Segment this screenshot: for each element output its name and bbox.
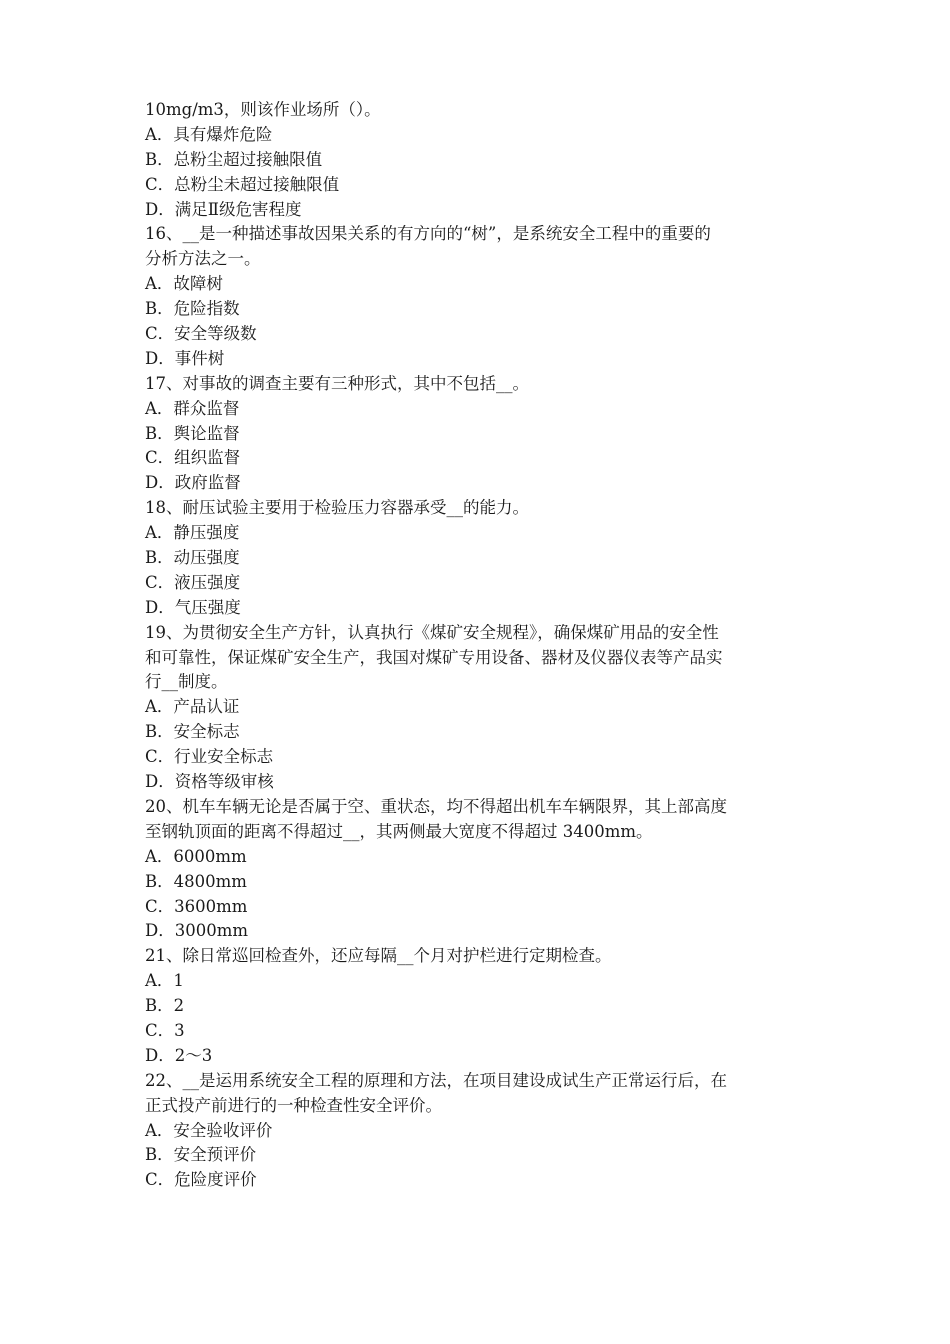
answer-option: D．气压强度	[145, 597, 241, 617]
question-20-continued: 至钢轨顶面的距离不得超过__，其两侧最大宽度不得超过 3400mm。	[145, 821, 653, 841]
question-19: 19、为贯彻安全生产方针，认真执行《煤矿安全规程》，确保煤矿用品的安全性	[145, 622, 719, 642]
question-18: 18、耐压试验主要用于检验压力容器承受__的能力。	[145, 498, 529, 518]
answer-option: D．政府监督	[145, 473, 241, 493]
answer-option: C．总粉尘未超过接触限值	[145, 174, 340, 194]
question-19-continued: 和可靠性，保证煤矿安全生产，我国对煤矿专用设备、器材及仪器仪表等产品实	[145, 647, 723, 667]
question-22-continued: 正式投产前进行的一种检查性安全评价。	[145, 1095, 442, 1115]
answer-option: D．满足Ⅱ级危害程度	[145, 199, 302, 219]
question-17: 17、对事故的调查主要有三种形式，其中不包括__。	[145, 373, 529, 393]
answer-option: C．组织监督	[145, 448, 241, 468]
answer-option: B．安全预评价	[145, 1145, 257, 1165]
text-line: 10mg/m3，则该作业场所（）。	[145, 100, 381, 119]
answer-option: C．危险度评价	[145, 1170, 257, 1190]
answer-option: A．静压强度	[145, 523, 240, 543]
answer-option: D．2～3	[145, 1045, 213, 1065]
answer-option: B．舆论监督	[145, 423, 240, 443]
answer-option: C．3600mm	[145, 896, 248, 916]
question-21: 21、除日常巡回检查外，还应每隔__个月对护栏进行定期检查。	[145, 946, 612, 966]
question-16: 16、__是一种描述事故因果关系的有方向的“树”，是系统安全工程中的重要的	[145, 224, 711, 244]
answer-option: A．产品认证	[145, 697, 240, 717]
answer-option: A．具有爆炸危险	[145, 124, 273, 144]
document-body	[145, 98, 817, 1193]
answer-option: A．1	[145, 971, 184, 991]
question-19-continued: 行__制度。	[145, 672, 228, 692]
answer-option: A．故障树	[145, 274, 223, 294]
answer-option: D．3000mm	[145, 921, 249, 941]
answer-option: B．总粉尘超过接触限值	[145, 149, 323, 169]
answer-option: B．安全标志	[145, 722, 240, 742]
answer-option: B．危险指数	[145, 299, 240, 319]
answer-option: A．群众监督	[145, 398, 240, 418]
answer-option: C．液压强度	[145, 572, 241, 592]
question-22: 22、__是运用系统安全工程的原理和方法，在项目建设成试生产正常运行后，在	[145, 1070, 727, 1090]
answer-option: D．资格等级审核	[145, 772, 274, 792]
answer-option: B．2	[145, 996, 185, 1016]
answer-option: C．安全等级数	[145, 324, 257, 344]
answer-option: A．安全验收评价	[145, 1120, 273, 1140]
answer-option: D．事件树	[145, 348, 225, 368]
question-20: 20、机车车辆无论是否属于空、重状态，均不得超出机车车辆限界，其上部高度	[145, 796, 727, 816]
answer-option: C．3	[145, 1020, 185, 1040]
answer-option: A．6000mm	[145, 846, 247, 866]
question-16-continued: 分析方法之一。	[145, 249, 261, 269]
answer-option: C．行业安全标志	[145, 747, 274, 767]
answer-option: B．动压强度	[145, 548, 240, 568]
answer-option: B．4800mm	[145, 871, 247, 891]
